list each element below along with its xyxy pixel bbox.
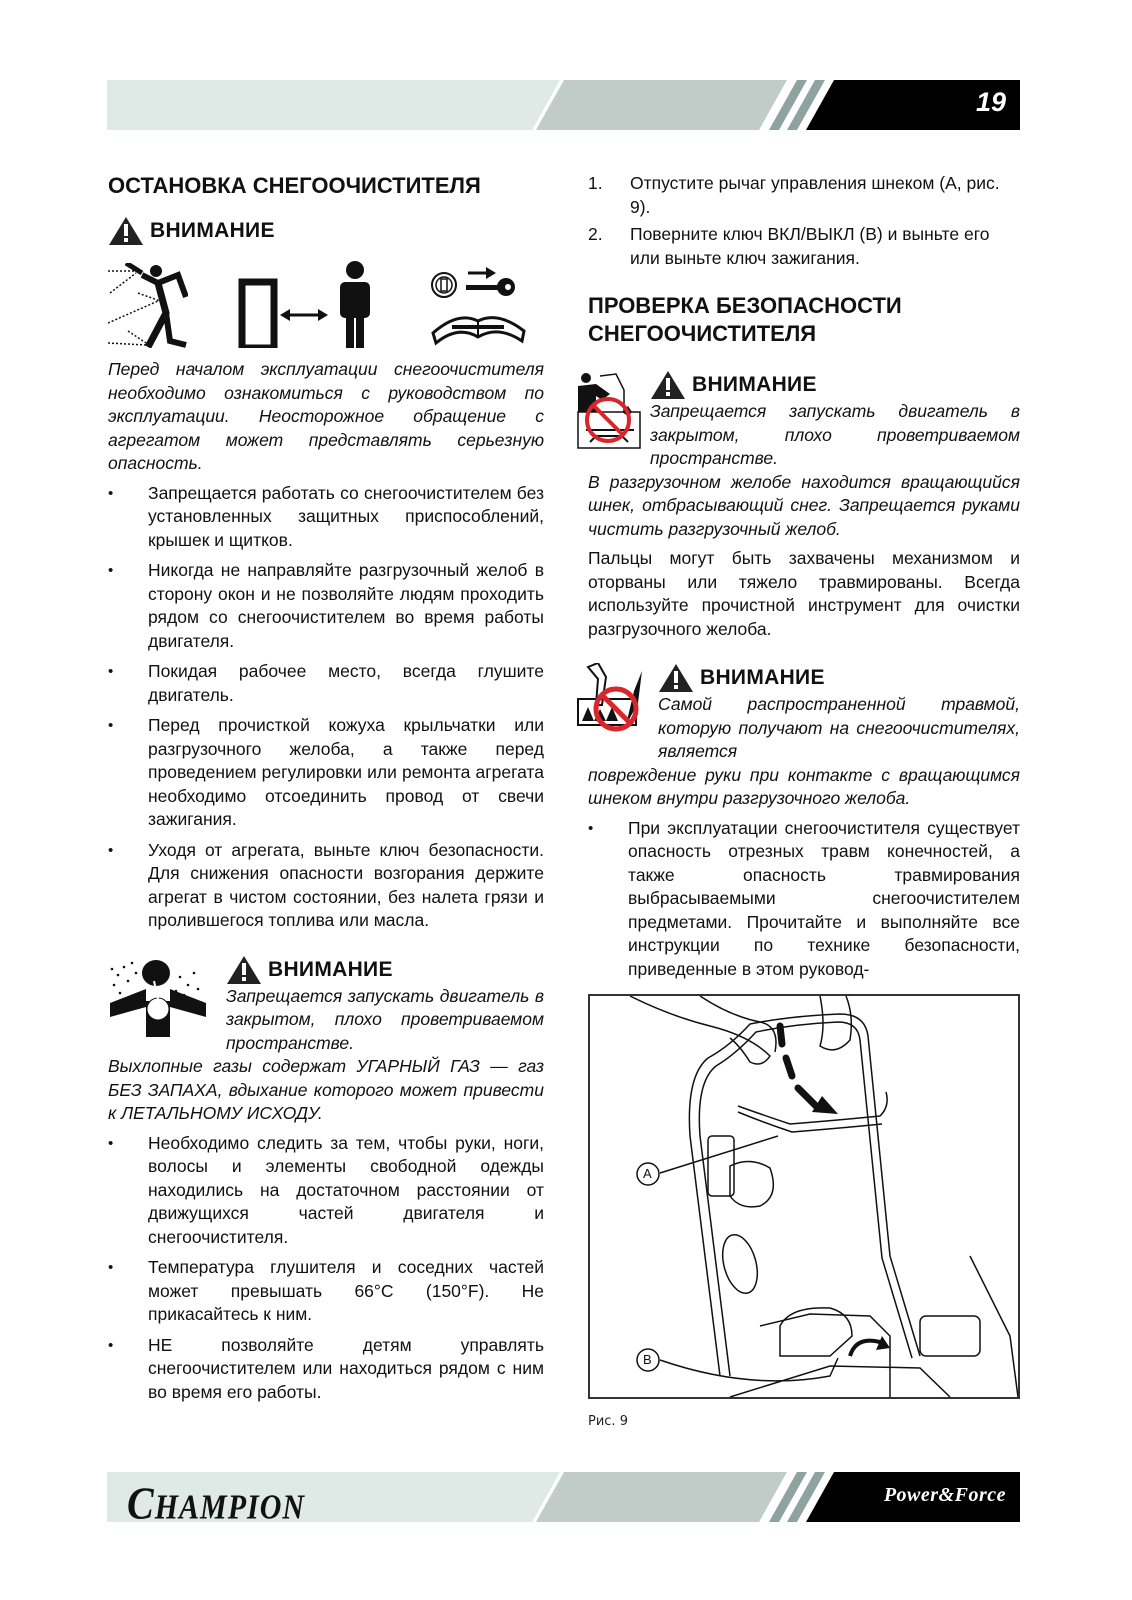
list-item: • При эксплуатации снегоочистителя существует опасность отрезных травм конечностей, а также опасность травмирования выбрасываемыми снегоочистителем предметами. Прочитайте и выполняйте все инструкции по технике безопасности, приведенные в этом руковод-	[588, 817, 1020, 982]
warning-block-fumes	[108, 955, 544, 1126]
page-number: 19	[975, 87, 1006, 117]
figure-label-a: A	[643, 1166, 652, 1181]
logo-initial: C	[127, 1477, 155, 1529]
warning-text: Перед началом эксплуатации снегоочистителя необходимо ознакомиться с руководством по эксплуатации. Неосторожное обращение с агрегатом может представлять серьезную опасность.	[108, 359, 544, 473]
warning-triangle-icon	[650, 370, 686, 400]
warning-label: ВНИМАНИЕ	[268, 957, 393, 981]
right-column	[588, 172, 1020, 988]
warning-text: Запрещается запускать двигатель в закрытом, плохо проветриваемом пространстве.	[226, 985, 544, 1053]
list-item: • Уходя от агрегата, выньте ключ безопасности. Для снижения опасности возгорания держите агрегат в чистом состоянии, без налета грязи и пролившегося топлива или масла.	[108, 839, 544, 933]
logo-rest: HAMPION	[154, 1488, 306, 1527]
step-number: 1.	[588, 173, 603, 193]
warning-heading	[658, 663, 1020, 693]
list-item: • Перед прочисткой кожуха крыльчатки или разгрузочного желоба, а также перед проведением регулировки или ремонта агрегата необходимо отсоединить провод от свечи зажигания.	[108, 714, 544, 832]
safety-icons-row	[108, 260, 528, 348]
warning-block-auger	[588, 663, 1020, 811]
warning-heading	[226, 955, 544, 985]
no-hands-in-chute-icon	[576, 372, 642, 450]
warning-triangle-icon	[108, 216, 144, 246]
safety-bullet-list	[588, 817, 1020, 982]
figure-label-b: B	[643, 1352, 652, 1367]
remove-key-read-manual-icon	[428, 263, 528, 348]
header-banner	[107, 80, 1020, 130]
toxic-fumes-icon	[108, 955, 208, 1037]
step-item	[588, 223, 1020, 270]
warning-block-chute	[588, 370, 1020, 541]
auger-hand-hazard-icon	[576, 663, 648, 735]
list-item: • Запрещается работать со снегоочистителем без установленных защитных приспособлений, крышек и щитков.	[108, 482, 544, 553]
warning-triangle-icon	[658, 663, 694, 693]
section-title-safety-check: ПРОВЕРКА БЕЗОПАСНОСТИ СНЕГООЧИСТИТЕЛЯ	[588, 293, 902, 346]
carbon-monoxide-warning: Выхлопные газы содержат УГАРНЫЙ ГАЗ — газ БЕЗ ЗАПАХА, вдыхание которого может привести к ЛЕТАЛЬНОМУ ИСХОДУ.	[108, 1056, 544, 1123]
fingers-warning-paragraph: Пальцы могут быть захвачены механизмом и оторваны или тяжело травмированы. Всегда используйте прочистной инструмент для очистки разгрузочного желоба.	[588, 548, 1020, 639]
stopping-steps	[588, 172, 1020, 270]
champion-logo	[127, 1476, 305, 1530]
step-item	[588, 172, 1020, 219]
warning-triangle-icon	[226, 955, 262, 985]
list-item: • Покидая рабочее место, всегда глушите двигатель.	[108, 660, 544, 707]
warning-label: ВНИМАНИЕ	[700, 666, 825, 690]
safety-bullet-list	[108, 482, 544, 933]
step-text: Поверните ключ ВКЛ/ВЫКЛ (В) и выньте его или выньте ключ зажигания.	[630, 224, 990, 268]
snowblower-handle-diagram	[590, 996, 1018, 1397]
warning-text-continued: повреждение руки при контакте с вращающимся шнеком внутри разгрузочного желоба.	[588, 764, 1020, 808]
list-item: • НЕ позволяйте детям управлять снегоочистителем или находиться рядом с ним во время его работы.	[108, 1334, 544, 1405]
warning-heading	[108, 216, 544, 246]
safety-bullet-list	[108, 1132, 544, 1405]
brand-slogan: Power&Force	[883, 1484, 1006, 1506]
list-item: • Никогда не направляйте разгрузочный желоб в сторону окон и не позволяйте людям проходить рядом со снегоочистителем во время работы двигателя.	[108, 559, 544, 653]
step-text: Отпустите рычаг управления шнеком (А, рис. 9).	[630, 173, 1000, 217]
warning-text: Запрещается запускать двигатель в закрытом, плохо проветриваемом пространстве.	[650, 401, 1020, 468]
section-title-stopping: ОСТАНОВКА СНЕГООЧИСТИТЕЛЯ	[108, 173, 481, 198]
figure-caption: Рис. 9	[588, 1414, 628, 1429]
list-item: • Температура глушителя и соседних частей может превышать 66°С (150°F). Не прикасайтесь к ним.	[108, 1256, 544, 1327]
warning-label: ВНИМАНИЕ	[692, 373, 817, 397]
footer-banner	[107, 1472, 1020, 1529]
left-column	[108, 172, 544, 1411]
warning-label: ВНИМАНИЕ	[150, 219, 275, 243]
list-item: • Необходимо следить за тем, чтобы руки, ноги, волосы и элементы свободной одежды находились на достаточном расстоянии от движущихся частей двигателя и снегоочистителя.	[108, 1132, 544, 1250]
safe-distance-icon	[238, 260, 378, 348]
thrown-object-hazard-icon	[108, 263, 188, 348]
figure-9-illustration	[588, 994, 1020, 1399]
warning-text-continued: В разгрузочном желобе находится вращающийся шнек, отбрасывающий снег. Запрещается руками чистить разгрузочный желоб.	[588, 471, 1020, 539]
step-number: 2.	[588, 224, 603, 244]
header-banner-graphic	[107, 80, 1020, 130]
warning-text: Самой распространенной травмой, которую получают на снегоочистителях, является	[658, 694, 1020, 761]
warning-heading	[650, 370, 1020, 400]
